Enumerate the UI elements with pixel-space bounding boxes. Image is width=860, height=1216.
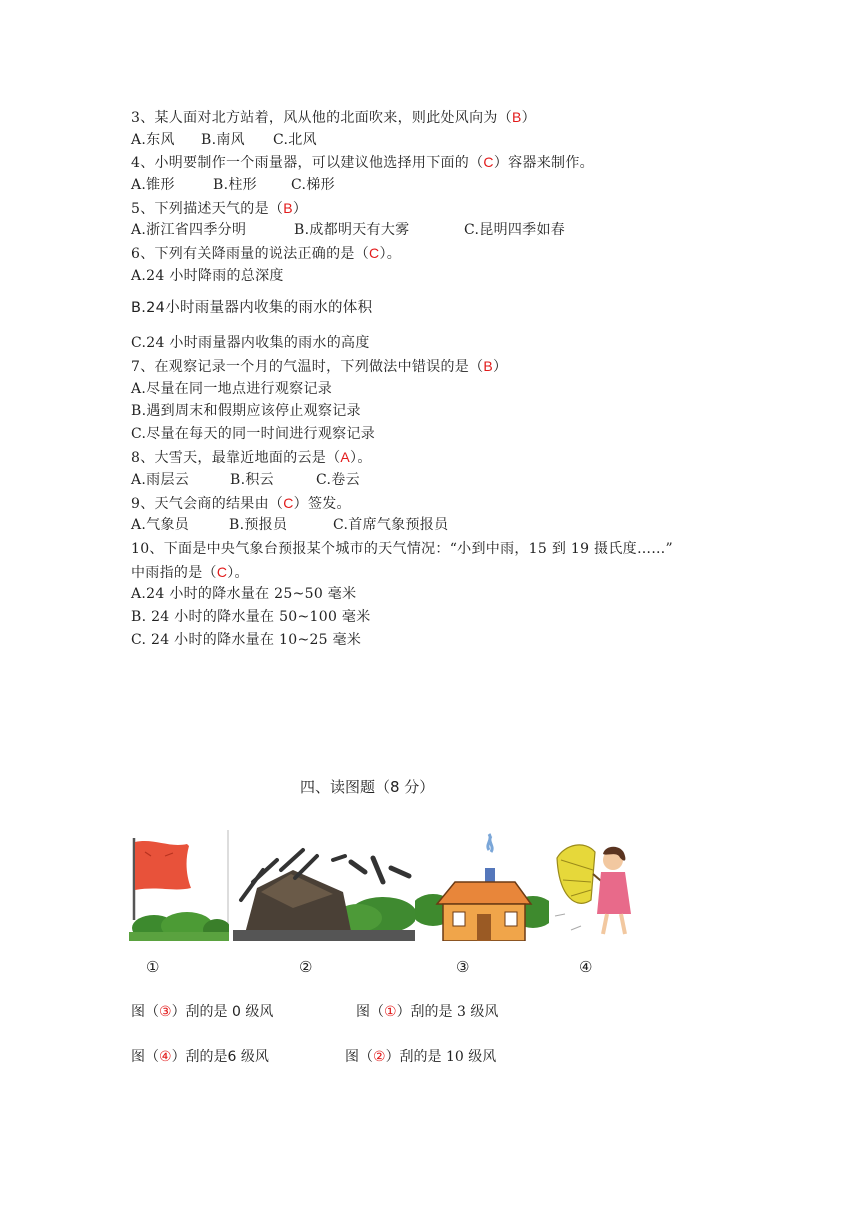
fill-3-answer: ④ [159,1048,172,1064]
option-b: B.南风 [201,132,245,148]
picture-number-2: ② [299,958,313,976]
question-6-option-b: B.24小时雨量器内收集的雨水的体积 [131,300,373,316]
question-7-option-b: B.遇到周末和假期应该停止观察记录 [131,403,361,419]
fill-4: 图（②）刮的是 10 级风 [345,1048,497,1065]
question-3-stem: 3、某人面对北方站着，风从他的北面吹来，则此处风向为（B） [131,109,536,126]
answer-3: B [512,109,522,125]
fill-1: 图（③）刮的是 0 级风 [131,1003,274,1020]
picture-2-storm [233,830,415,941]
answer-4: C [483,154,494,170]
option-b: B.柱形 [213,177,257,193]
answer-8: A [340,449,351,465]
question-8-options [131,470,360,490]
option-c: C.首席气象预报员 [333,517,449,533]
picture-number-3: ③ [456,958,470,976]
answer-5: B [283,200,293,216]
question-10-option-a: A.24 小时的降水量在 25~50 毫米 [131,586,357,602]
question-10-option-b: B. 24 小时的降水量在 50~100 毫米 [131,609,371,625]
section-heading: 四、读图题（8 分） [300,778,435,796]
option-c: C.卷云 [316,472,360,488]
question-10-stem-2: 中雨指的是（C）。 [131,564,249,581]
question-9-stem: 9、天气会商的结果由（C）签发。 [131,495,351,512]
option-a: A.浙江省四季分明 [131,222,247,238]
question-10-stem: 10、下面是中央气象台预报某个城市的天气情况：“小到中雨，15 到 19 摄氏度……” [131,541,674,557]
storm-illustration [233,830,415,941]
question-10-option-c: C. 24 小时的降水量在 10~25 毫米 [131,632,362,648]
question-6-stem: 6、下列有关降雨量的说法正确的是（C）。 [131,245,402,262]
question-4-options [131,175,335,195]
option-a: A.锥形 [131,177,175,193]
option-a: A.雨层云 [131,472,190,488]
question-4-stem: 4、小明要制作一个雨量器，可以建议他选择用下面的（C）容器来制作。 [131,154,594,171]
picture-1-flag [129,830,229,941]
answer-7: B [483,358,494,374]
option-b: B.成都明天有大雾 [294,222,410,238]
question-7-option-c: C.尽量在每天的同一时间进行观察记录 [131,426,376,442]
fill-3: 图（④）刮的是6 级风 [131,1048,269,1065]
answer-10: C [216,564,228,580]
option-c: C.梯形 [291,177,335,193]
option-c: C.北风 [273,132,317,148]
picture-number-4: ④ [579,958,593,976]
answer-9: C [283,495,294,511]
flag-illustration [129,830,229,941]
option-a: A.气象员 [131,517,190,533]
answer-6: C [369,245,380,261]
question-6-option-c: C.24 小时雨量器内收集的雨水的高度 [131,335,370,351]
question-6-option-a: A.24 小时降雨的总深度 [131,268,284,284]
fill-1-answer: ③ [159,1003,172,1019]
picture-3-house [415,830,549,941]
option-a: A.东风 [131,132,175,148]
option-b: B.预报员 [229,517,288,533]
question-5-stem: 5、下列描述天气的是（B） [131,200,308,217]
picture-4-umbrella-girl [551,830,651,941]
fill-2: 图（①）刮的是 3 级风 [356,1003,499,1020]
question-8-stem: 8、大雪天，最靠近地面的云是（A）。 [131,449,372,466]
option-c: C.昆明四季如春 [464,222,566,238]
umbrella-girl-illustration [551,830,651,941]
question-5-options [131,220,565,240]
question-7-option-a: A.尽量在同一地点进行观察记录 [131,381,333,397]
option-b: B.积云 [230,472,274,488]
question-7-stem: 7、在观察记录一个月的气温时，下列做法中错误的是（B） [131,358,508,375]
fill-4-answer: ② [373,1048,386,1064]
picture-number-1: ① [146,958,160,976]
question-3-options [131,130,317,150]
fill-2-answer: ① [384,1003,397,1019]
question-9-options [131,515,448,535]
house-illustration [415,830,549,941]
